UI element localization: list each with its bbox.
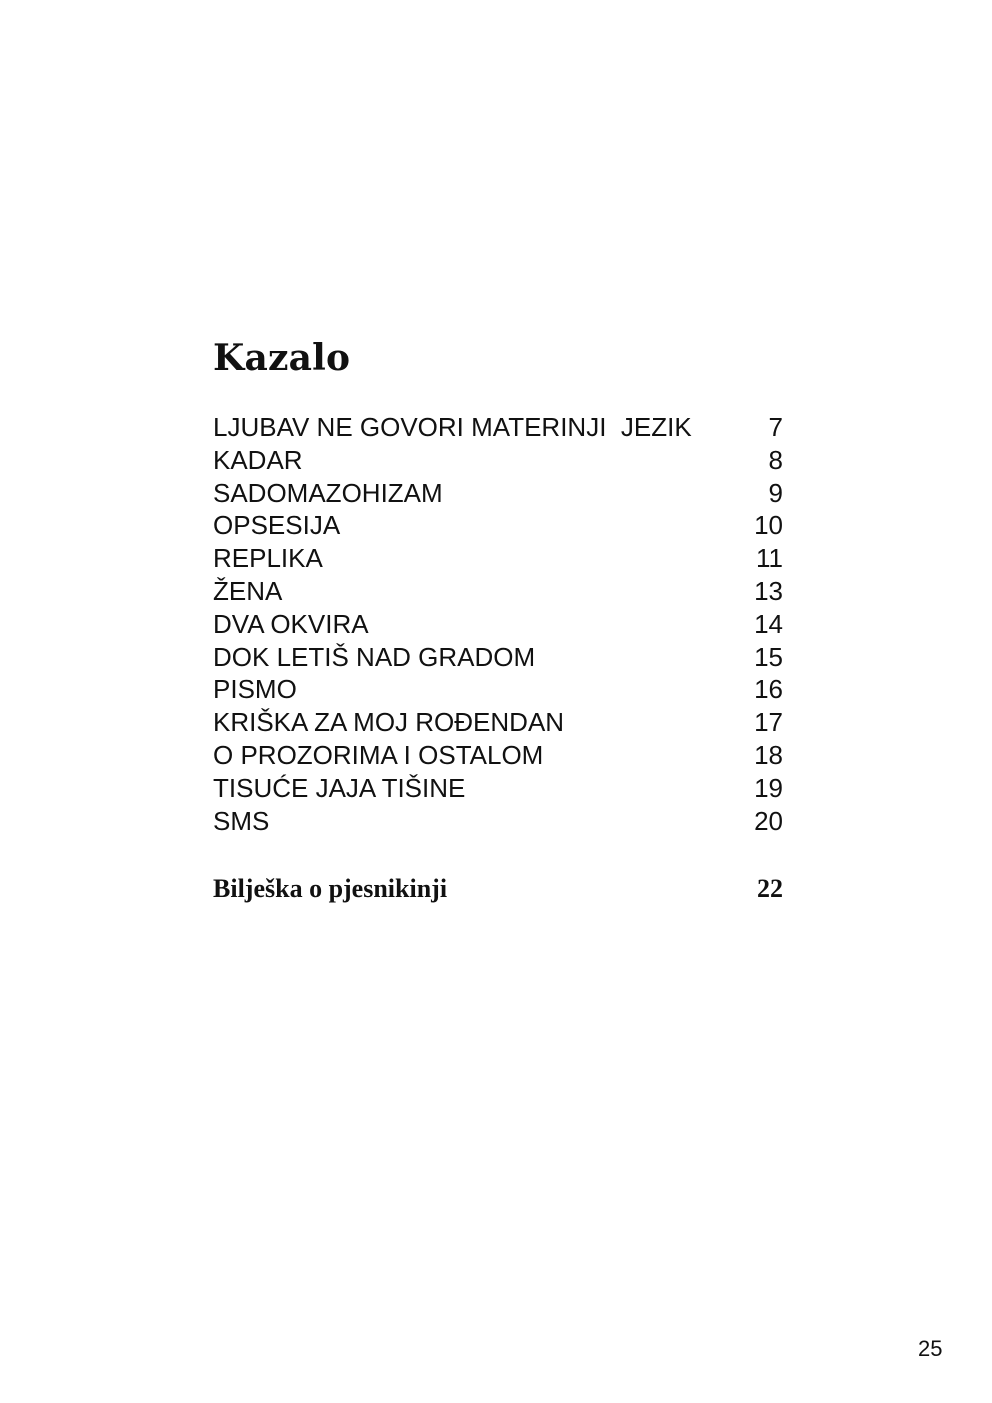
toc-entry <box>213 641 783 674</box>
toc-entry-page: 10 <box>754 510 783 541</box>
toc-entry-title: DVA OKVIRA <box>213 608 369 639</box>
toc-entry-page: 8 <box>768 444 783 475</box>
toc-entry-title: REPLIKA <box>213 543 323 574</box>
author-note-page: 22 <box>757 874 783 903</box>
toc-entry-author-note <box>213 872 783 906</box>
toc-entry-title: PISMO <box>213 674 297 705</box>
toc-entry-title: OPSESIJA <box>213 510 341 541</box>
toc-entry-page: 19 <box>754 772 783 803</box>
toc-entry-page: 16 <box>754 674 783 705</box>
toc-entry-page: 11 <box>756 543 783 574</box>
toc-entry <box>213 673 783 706</box>
author-note-title: Bilješka o pjesnikinji <box>213 874 448 903</box>
toc-entry-page: 7 <box>768 412 783 442</box>
toc-entry-page: 15 <box>754 641 783 672</box>
toc-entry-title: DOK LETIŠ NAD GRADOM <box>213 641 536 672</box>
page-number: 25 <box>918 1336 943 1361</box>
toc-entry <box>213 772 783 805</box>
toc-entry-title: TISUĆE JAJA TIŠINE <box>213 772 466 803</box>
toc-entry-title: SMS <box>213 805 270 836</box>
toc-entry <box>213 739 783 772</box>
toc-entry-page: 13 <box>754 575 783 606</box>
toc-entry <box>213 477 783 510</box>
toc-entry-page: 17 <box>754 707 783 738</box>
toc-entry <box>213 509 783 542</box>
toc-entry <box>213 608 783 641</box>
table-of-contents <box>213 411 783 837</box>
toc-entry-page: 14 <box>754 608 783 639</box>
toc-entry <box>213 411 783 444</box>
toc-entry-page: 18 <box>754 739 783 770</box>
toc-entry-title: O PROZORIMA I OSTALOM <box>213 739 544 770</box>
page-title: Kazalo <box>213 337 351 379</box>
toc-entry <box>213 706 783 739</box>
toc-entry-title: KADAR <box>213 444 303 475</box>
toc-entry-page: 20 <box>754 805 783 836</box>
toc-entry-title: KRIŠKA ZA MOJ ROĐENDAN <box>213 707 565 738</box>
toc-entry <box>213 542 783 575</box>
toc-entry-title: LJUBAV NE GOVORI MATERINJI JEZIK <box>213 412 692 442</box>
toc-entry <box>213 805 783 838</box>
toc-entry <box>213 444 783 477</box>
toc-entry-title: SADOMAZOHIZAM <box>213 477 443 508</box>
toc-entry-page: 9 <box>768 477 783 508</box>
toc-entry <box>213 575 783 608</box>
toc-entry-title: ŽENA <box>213 575 283 606</box>
